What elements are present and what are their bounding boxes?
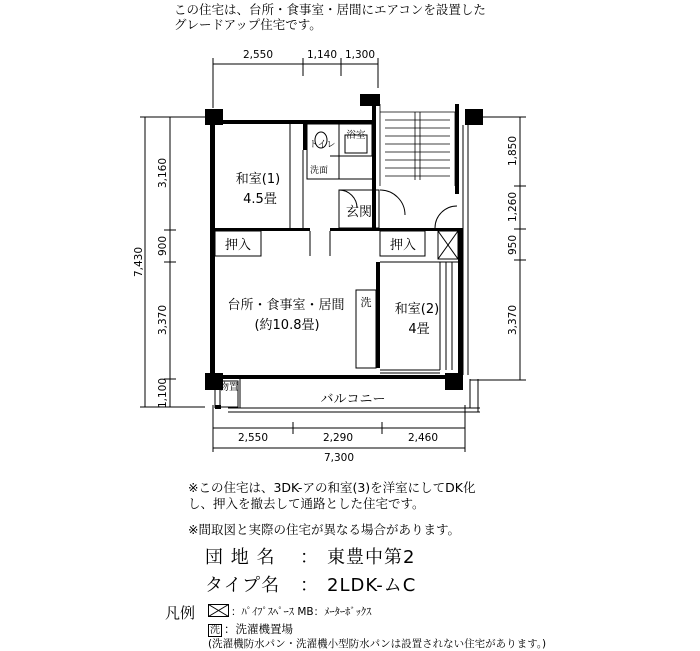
washitsu1-name: 和室(1) [235,172,281,187]
washitsu2-size: 4畳 [408,322,430,337]
legend-sen-text: ：洗濯機置場 [224,622,293,636]
left-wall [210,118,215,380]
storage-label: 物置 [219,382,239,393]
oshiire1-label: 押入 [224,238,252,253]
washitsu2-name: 和室(2) [394,302,440,317]
left-dim-total: 7,430 [133,246,145,278]
sen-box-icon: 洗 [210,625,220,636]
danchi-sep: ： [300,547,319,568]
right-dim-1: 1,850 [507,135,519,167]
remark1-line1: ※この住宅は、3DK-アの和室(3)を洋室にしてDK化 [188,480,476,495]
left-dim-2: 900 [157,235,169,257]
wash-label: 洗面 [310,166,329,176]
sen-label: 洗 [360,296,372,309]
bottom-dim-1: 2,550 [237,432,269,444]
bath-label: 浴室 [346,130,366,141]
genkan-label: 玄関 [345,205,373,220]
right-dim-4: 3,370 [507,304,519,336]
top-dim-2: 1,140 [306,49,338,61]
bottom-dim-2: 2,290 [322,432,354,444]
washitsu1-size: 4.5畳 [243,192,277,207]
ps-cross-icon [208,604,230,618]
right-dim-3: 950 [507,234,519,256]
top-note-line1: この住宅は、台所・食事室・居間にエアコンを設置した [174,2,486,17]
toilet-label: トイレ [309,140,336,150]
danchi-value: 東豊中第2 [327,547,416,568]
remark1-line2: し、押入を撤去して通路とした住宅です。 [188,496,425,511]
top-dim-1: 2,550 [242,49,274,61]
remark2: ※間取図と実際の住宅が異なる場合があります。 [188,522,460,537]
bottom-dim-3: 2,460 [407,432,439,444]
legend-title: 凡例 [165,604,196,622]
balcony-label: バルコニー [320,392,386,407]
legend-ps-mb: ：ﾊﾟｲﾌﾟｽﾍﾟｰｽ MB：ﾒｰﾀｰﾎﾞｯｸｽ [231,606,372,618]
top-note-line2: グレードアップ住宅です。 [174,17,322,32]
legend-sen-note: (洗濯機防水パン・洗濯機小型防水パンは設置されない住宅があります。) [208,638,547,650]
column [465,109,483,125]
right-dim-2: 1,260 [507,191,519,223]
top-dim-3: 1,300 [344,49,376,61]
left-dim-4: 1,100 [157,377,169,409]
ldk-name: 台所・食事室・居間 [227,298,345,313]
type-label: タイプ名 [205,575,281,596]
column [360,94,380,106]
type-value: 2LDK-ムC [327,575,417,596]
danchi-label: 団 地 名 [205,547,276,568]
bottom-dim-total: 7,300 [323,452,355,464]
left-dim-1: 3,160 [157,157,169,189]
legend-sen-row [208,621,293,637]
ldk-size: (約10.8畳) [254,318,320,333]
type-sep: ： [300,575,319,596]
left-dim-3: 3,370 [157,304,169,336]
oshiire2-label: 押入 [389,238,417,253]
